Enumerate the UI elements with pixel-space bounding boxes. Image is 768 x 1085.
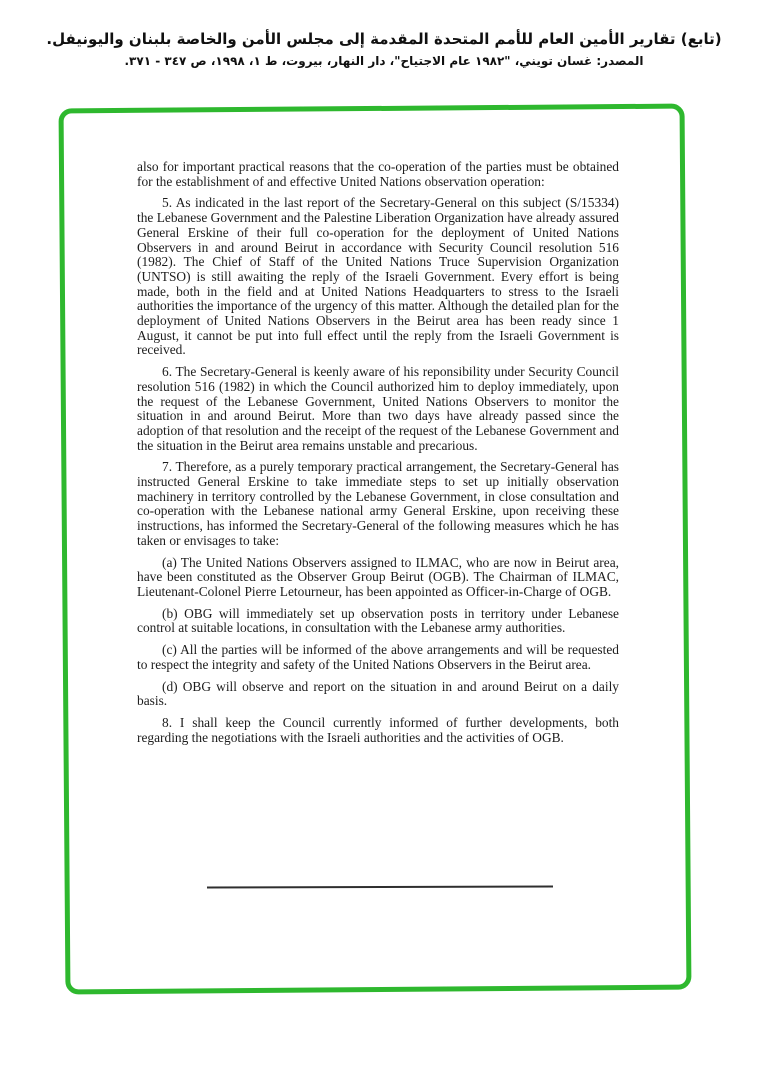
paragraph-7c: (c) All the parties will be informed of the above arrangements and will be requested to respect the integrity and safety of the United Nations Observers in the Beirut area. (137, 642, 619, 672)
paragraph-8: 8. I shall keep the Council currently informed of further developments, both regarding the negotiations with the Israeli authorities and the activities of OGB. (137, 714, 619, 745)
paragraph-7b: (b) OBG will immediately set up observation posts in territory under Lebanese control at suitable locations, in consultation with the Lebanese army authorities. (137, 605, 619, 636)
paragraph-7a: (a) The United Nations Observers assigned to ILMAC, who are now in Beirut area, have been constituted as the Observer Group Beirut (OGB). The Chairman of ILMAC, Lieutenant-Colonel Pierre Letourneur, has been appointed as Officer-in-Charge of OGB. (137, 554, 619, 599)
paragraph-5: 5. As indicated in the last report of the Secretary-General on this subject (S/15334) the Lebanese Government and the Palestine Liberation Organization have already assured General Erskine of their full co-operation for the deployment of United Nations Observers in and around Beirut in accordance with Security Council resolution 516 (1982). The Chief of Staff of the United Nations Truce Supervision Organization (UNTSO) is still awaiting the reply of the Israeli Government. Every effort is being made, both in the field and at United Nations Headquarters to stress to the Israeli authorities the importance of the urgency of this matter. Although the detailed plan for the deployment of United Nations Observers in the Beirut area has been ready since 1 August, it cannot be put into full effect until the reply from the Israeli Government is received. (137, 195, 619, 358)
arabic-source-citation: المصدر: غسان تويني، "١٩٨٢ عام الاجتياح"، دار النهار، بيروت، ط ١، ١٩٩٨، ص ٣٤٧ - ٣٧١. (124, 54, 644, 68)
arabic-title: (تابع) تقارير الأمين العام للأمم المتحدة المقدمة إلى مجلس الأمن والخاصة بلبنان واليونيفل. (46, 30, 722, 48)
paragraph-6: 6. The Secretary-General is keenly aware of his reponsibility under Security Council resolution 516 (1982) in which the Council authorized him to deploy immediately, upon the request of the Lebanese Government, United Nations Observers to monitor the situation in and around Beirut. More than two days have already passed since the adoption of that resolution and the receipt of the request of the Lebanese Government and the situation in the Beirut area remains unstable and precarious. (137, 364, 619, 453)
paragraph-7: 7. Therefore, as a purely temporary practical arrangement, the Secretary-General has instructed General Erskine to take immediate steps to set up initially observation machinery in territory controlled by the Lebanese Government, in close consultation and co-operation with the Lebanese national army General Erskine, upon receiving these instructions, has informed the Secretary-General of the following measures which he has taken or envisages to take: (137, 459, 619, 548)
paragraph-7d: (d) OBG will observe and report on the situation in and around Beirut on a daily basis. (137, 678, 619, 709)
arabic-header (0, 30, 768, 68)
document-body (137, 160, 619, 752)
paragraph-continuation: also for important practical reasons that the co-operation of the parties must be obtained for the establishment of and effective United Nations observation operation: (137, 159, 619, 189)
